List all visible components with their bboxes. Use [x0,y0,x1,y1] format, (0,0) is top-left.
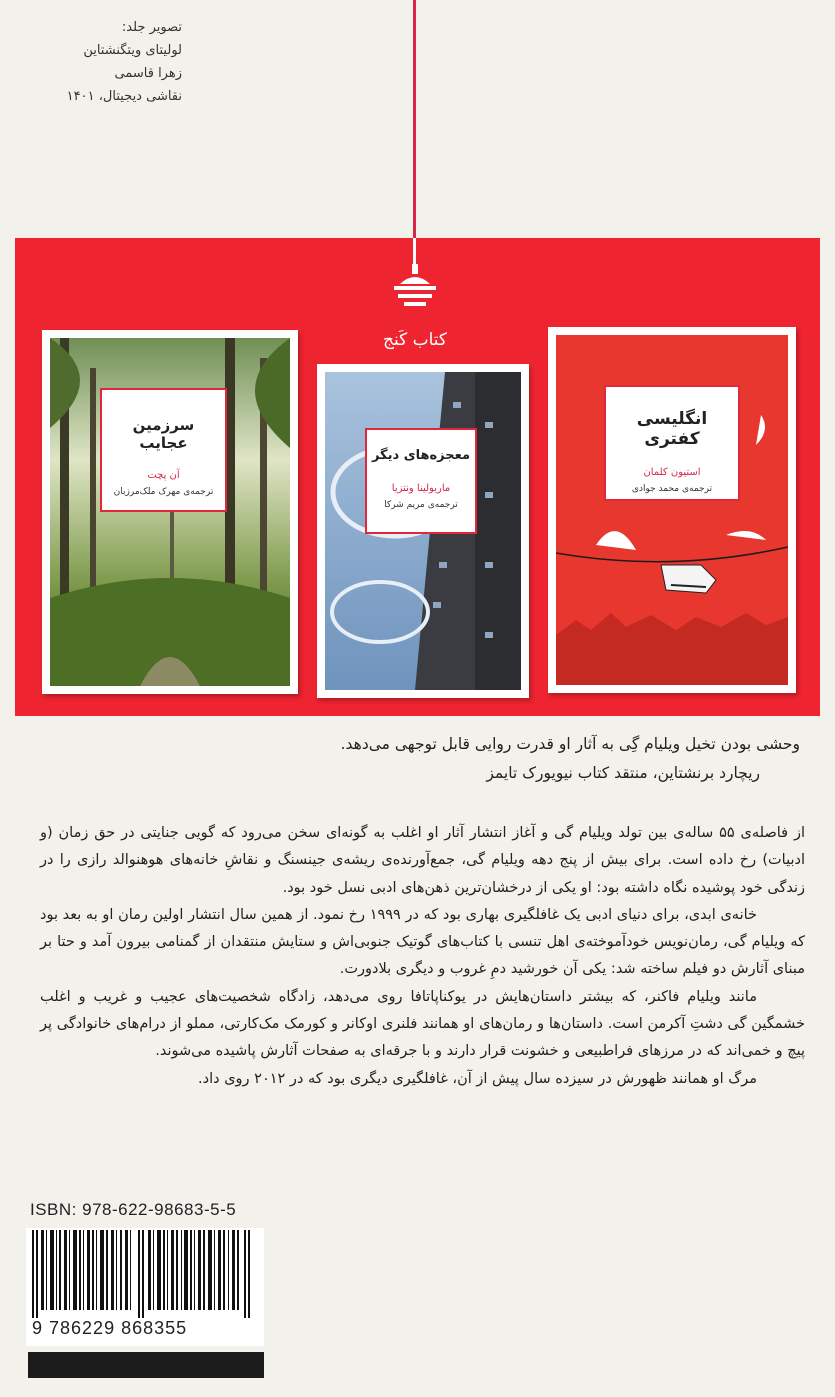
credit-line: نقاشی دیجیتال، ۱۴۰۱ [66,89,182,104]
cover-credits [22,16,182,108]
barcode-number: 9 786229 868355 [32,1318,262,1339]
paragraph: از فاصله‌ی ۵۵ ساله‌ی بین تولد ویلیام گی و آغاز انتشار آثار او اغلب به گونه‌ای سخن می‌رود که گویی جنایتی در حق زمان (و ادبیات) رخ داده است. برای بیش از پنج دهه ویلیام گی، جمع‌آورنده‌ی ریشه‌ی جینسنگ و نقاشِ خانه‌های هوهنوالد رازی را در زندگی خود پوشیده نگاه داشته بود: او یکی از درخشان‌ترین ذهن‌های ادبی نسل خود بود. [40,825,805,896]
book-author: استیون کلمان [643,467,701,478]
book-title: معجزه‌های دیگر [371,448,471,463]
barcode-icon [26,1228,264,1318]
book-cover [42,330,298,694]
book-label [604,385,740,501]
hanging-string [413,0,416,262]
paragraph: مرگ او همانند ظهورش در سیزده سال پیش از آن، غافلگیری دیگری بود که در ۲۰۱۲ روی داد. [198,1070,757,1087]
book-title: انگلیسی کفتری [636,409,708,449]
paragraph: مانند ویلیام فاکنر، که بیشتر داستان‌هایش در یوکناپاتافا روی می‌دهد، زادگاه شخصیت‌های عجیب و غریب و اغلب خشمگین گی دشتِ آکرمن است. داستان‌ها و رمان‌های او همانند فلنری اوکانر و کورمک مک‌کارتی، مملو از درام‌های خانوادگی پر پیچ و خمی‌اند که در مرزهای فراطبیعی و خشونت قرار دارند و با جرقه‌ای به صفحات آثارش پاشیده می‌شوند. [40,988,805,1060]
publisher-logo: کتاب کَنج [382,330,447,350]
book-author: ماریولینا ونتزیا [391,483,451,494]
book-translator: ترجمه‌ی مریم شرکا [384,500,458,510]
book-author: آن پچت [147,470,180,481]
price-bar [28,1352,264,1378]
quote-source: ریچارد برنشتاین، منتقد کتاب نیویورک تایمز [486,764,760,782]
book-cover [548,327,796,693]
paragraph: خانه‌ی ابدی، برای دنیای ادبی یک غافلگیری بهاری بود که در ۱۹۹۹ رخ نمود. از همین سال انتشار اولین رمان او به بعد بود که ویلیام گی، رمان‌نویس خودآموخته‌ی اهل تنسی با کتاب‌های گوتیک جنوبی‌اش و ستایش منتقدان از گمنامی بیرون آمد و حتا بر مبنای آثارش دو فیلم ساخته شد: یکی آن خورشید دمِ غروب و دیگری بلادورت. [40,906,805,978]
book-label [365,428,477,534]
book-translator: ترجمه‌ی مهرک ملک‌مرزبان [113,487,214,497]
book-title: سرزمین عجایب [132,416,195,452]
lamp-icon [390,264,440,326]
credit-line: لولیتای ویتگنشتاین [83,43,182,58]
blurb [40,820,805,1093]
credit-line: زهرا قاسمی [114,66,182,81]
book-translator: ترجمه‌ی محمد جوادی [631,484,713,494]
book-cover [317,364,529,698]
review-quote [40,730,800,788]
credit-line: تصویر جلد: [121,20,182,35]
isbn: ISBN: 978-622-98683-5-5 [30,1200,237,1219]
series-band [15,238,820,716]
quote-text: وحشی بودن تخیل ویلیام گِی به آثار او قدرت روایی قابل توجهی می‌دهد. [340,735,800,753]
book-label [100,388,227,512]
